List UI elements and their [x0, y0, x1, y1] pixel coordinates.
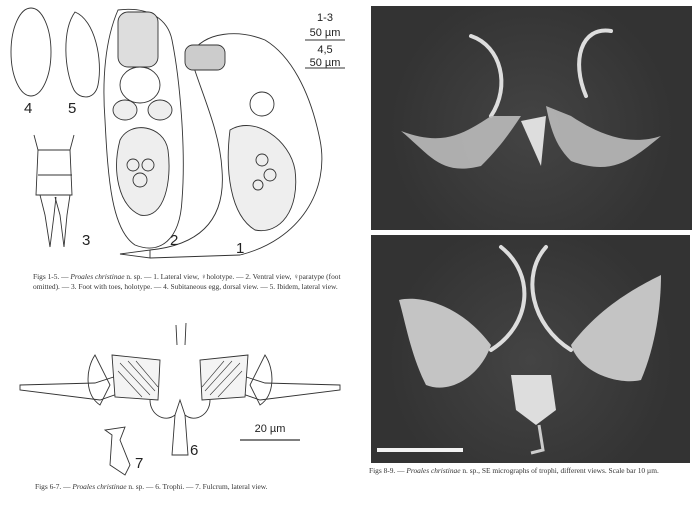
scale-value-6-7: 20 µm [254, 423, 286, 435]
egg-dorsal-drawing [0, 0, 360, 260]
sem-micrograph-8 [371, 6, 692, 230]
scale-label-1-3: 1-3 [317, 12, 333, 24]
caption-figs-8-9: Figs 8-9. — Proales christinae n. sp., SE micrographs of trophi, different views. Scale bar 10 µm. [369, 466, 659, 475]
fig-label-6: 6 [190, 442, 199, 459]
figure-6-7 [0, 315, 360, 475]
scale-bar [377, 448, 463, 452]
trophi-drawing [0, 315, 360, 475]
scale-value-4-5: 50 µm [309, 57, 341, 69]
sem-micrograph-9 [371, 235, 690, 463]
fig-label-5: 5 [68, 100, 77, 117]
fig-label-4: 4 [24, 100, 33, 117]
trophi-sem-8 [371, 6, 692, 230]
fig-label-7: 7 [135, 455, 144, 472]
scale-value-1-3: 50 µm [309, 27, 341, 39]
caption-figs-1-5: Figs 1-5. — Proales christinae n. sp. — 1. Lateral view, ♀holotype. — 2. Ventral view, ♀paratype (foot omitted). — 3. Foot with toes, holotype. — 4. Subitaneous egg, dorsal view. — 5. Ibidem, lateral view. [33, 272, 341, 291]
fig-label-2: 2 [170, 232, 179, 249]
figure-1-5 [0, 0, 360, 260]
fig-label-3: 3 [82, 232, 91, 249]
fig-label-1: 1 [236, 240, 245, 257]
scale-label-4-5: 4,5 [317, 44, 333, 56]
caption-figs-6-7: Figs 6-7. — Proales christinae n. sp. — 6. Trophi. — 7. Fulcrum, lateral view. [35, 482, 268, 491]
trophi-sem-9 [371, 235, 690, 463]
